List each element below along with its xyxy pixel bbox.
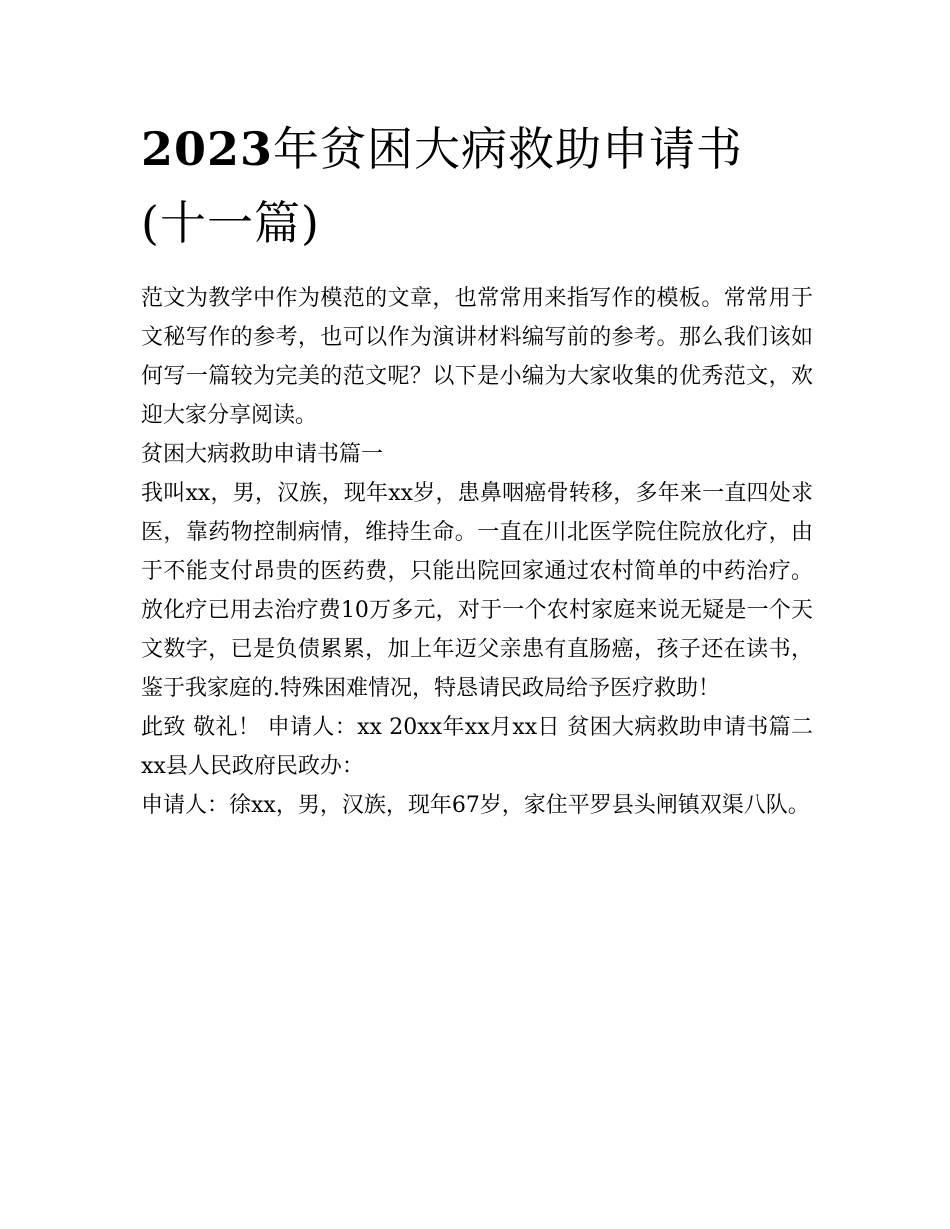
title-year: 2023 <box>141 122 274 176</box>
body-paragraph-2: 此致 敬礼！ 申请人：xx 20xx年xx月xx日 贫困大病救助申请书篇二 xx县人民政府民政办： <box>141 715 813 779</box>
title-line2: (十一篇) <box>141 196 320 250</box>
body-paragraph-1: 我叫xx，男，汉族，现年xx岁，患鼻咽癌骨转移，多年来一直四处求医，靠药物控制病情，维持生命。一直在川北医学院住院放化疗，由于不能支付昂贵的医药费，只能出院回家通过农村简单的中药治疗。放化疗已用去治疗费10万多元，对于一个农村家庭来说无疑是一个天文数字，已是负债累累，加上年迈父亲患有直肠癌，孩子还在读书，鉴于我家庭的.特殊困难情况，特恳请民政局给予医疗救助！ <box>141 481 813 701</box>
document-title <box>141 112 821 260</box>
body-paragraph-3: 申请人：徐xx，男，汉族，现年67岁，家住平罗县头闸镇双渠八队。 <box>141 793 810 818</box>
intro-paragraph: 范文为教学中作为模范的文章，也常常用来指写作的模板。常常用于文秘写作的参考，也可以作为演讲材料编写前的参考。那么我们该如何写一篇较为完美的范文呢？以下是小编为大家收集的优秀范文，欢迎大家分享阅读。 <box>141 286 813 428</box>
section-heading-1: 贫困大病救助申请书篇一 <box>141 442 384 467</box>
title-text: 年贫困大病救助申请书 <box>273 122 744 176</box>
document-body <box>141 279 813 825</box>
